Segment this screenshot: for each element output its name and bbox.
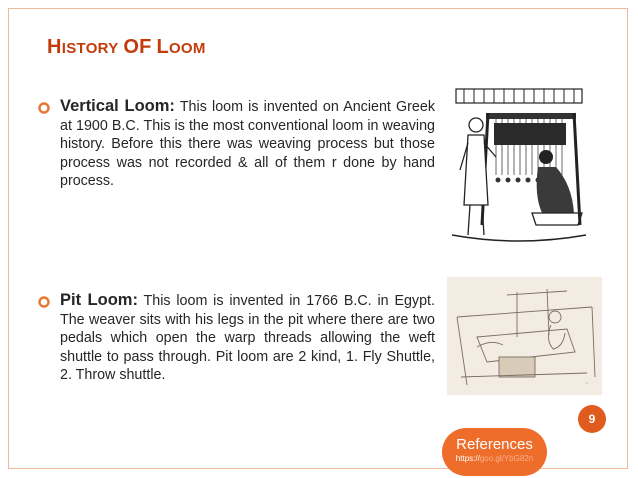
- title-word-of: OF: [123, 36, 152, 58]
- url-prefix: https://: [455, 454, 480, 463]
- page-number-badge: 9: [578, 405, 606, 433]
- title-word-oom: OOM: [168, 40, 206, 57]
- references-label: References: [456, 436, 533, 453]
- pit-loom-illustration: [447, 277, 602, 395]
- slide-title: [47, 36, 206, 59]
- bullet-text: This loom is invented in 1766 B.C. in Egypt. The weaver sits with his legs in the pit where there are two pedals which open the warp threads allowing the weft shuttle to pass through. Pit loom are 2 kind, 1. Fly Shuttle, 2. Throw shuttle.: [60, 293, 435, 384]
- references-url[interactable]: [442, 454, 547, 463]
- svg-text:~: ~: [585, 381, 588, 387]
- bullet-lead: Pit Loom:: [60, 291, 138, 309]
- title-word-istory: ISTORY: [61, 40, 119, 57]
- bullet-ring-icon: [37, 101, 51, 115]
- title-initial-l: L: [156, 36, 169, 58]
- bullet-pit-loom: [60, 291, 435, 385]
- bullet-text: This loom is invented on Ancient Greek at 1900 B.C. This is the most conventional loom in weaving history. Before this there was weaving process but those process was not recorded & all of them r done by hand process.: [60, 99, 435, 190]
- vertical-loom-illustration: [446, 85, 592, 250]
- bullet-ring-icon: [37, 295, 51, 309]
- bullet-lead: Vertical Loom:: [60, 97, 175, 115]
- title-initial-h: H: [47, 36, 62, 58]
- bullet-vertical-loom: [60, 97, 435, 191]
- references-button[interactable]: [442, 428, 547, 476]
- url-path: goo.gl/YbG82n: [479, 454, 534, 463]
